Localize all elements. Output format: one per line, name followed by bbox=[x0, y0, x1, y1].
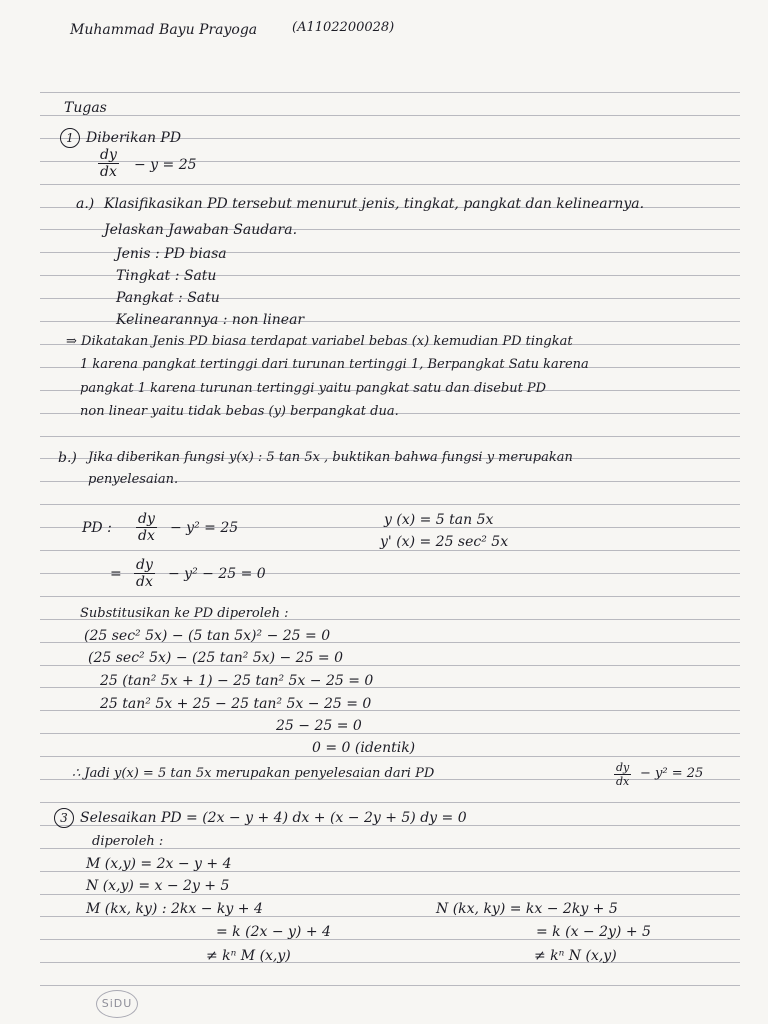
student-name: Muhammad Bayu Prayoga bbox=[70, 22, 258, 38]
fraction-numerator: dy bbox=[136, 557, 153, 573]
q3-problem: Selesaikan PD = (2x − y + 4) dx + (x − 2y + 5) dy = 0 bbox=[80, 810, 467, 826]
pd-equation-rest: − y² = 25 bbox=[170, 520, 239, 536]
q3-m-kx-step-2: = k (2x − y) + 4 bbox=[216, 924, 331, 940]
ruled-line bbox=[40, 436, 740, 437]
q3-n-function: N (x,y) = x − 2y + 5 bbox=[86, 878, 230, 894]
ruled-line bbox=[40, 756, 740, 757]
substitution-step-5: 25 − 25 = 0 bbox=[276, 718, 362, 734]
q3-diperoleh: diperoleh : bbox=[92, 834, 164, 849]
pd-derivative-fraction bbox=[136, 512, 157, 543]
q1a-instruction: Jelaskan Jawaban Saudara. bbox=[104, 222, 298, 238]
page-title: Tugas bbox=[64, 100, 107, 116]
answer-jenis: Jenis : PD biasa bbox=[116, 246, 227, 262]
fraction-numerator: dy bbox=[100, 147, 117, 163]
q1a-label: a.) bbox=[76, 196, 95, 212]
ruled-line bbox=[40, 184, 740, 185]
fraction-denominator: dx bbox=[136, 574, 153, 590]
explanation-line-1: ⇒ Dikatakan Jenis PD biasa terdapat variabel bebas (x) kemudian PD tingkat bbox=[66, 334, 573, 349]
q1-derivative-fraction bbox=[98, 148, 119, 179]
explanation-line-3: pangkat 1 karena turunan tertinggi yaitu pangkat satu dan disebut PD bbox=[80, 381, 547, 396]
fraction-numerator: dy bbox=[616, 761, 630, 774]
sidu-logo-stamp: SiDU bbox=[96, 990, 138, 1018]
ruled-line bbox=[40, 894, 740, 895]
ruled-line bbox=[40, 596, 740, 597]
q1-intro: Diberikan PD bbox=[86, 130, 182, 146]
ruled-line bbox=[40, 733, 740, 734]
fraction-denominator: dx bbox=[100, 164, 117, 180]
ruled-line bbox=[40, 504, 740, 505]
substitution-step-3: 25 (tan² 5x + 1) − 25 tan² 5x − 25 = 0 bbox=[100, 673, 374, 689]
pd2-derivative-fraction bbox=[134, 558, 155, 589]
q3-n-kx-step-2: = k (x − 2y) + 5 bbox=[536, 924, 651, 940]
fraction-denominator: dx bbox=[138, 528, 155, 544]
answer-pangkat: Pangkat : Satu bbox=[116, 290, 220, 306]
q3-m-function: M (x,y) = 2x − y + 4 bbox=[86, 856, 232, 872]
student-id: (A1102200028) bbox=[292, 20, 395, 35]
substitution-step-1: (25 sec² 5x) − (5 tan 5x)² − 25 = 0 bbox=[84, 628, 331, 644]
explanation-line-2: 1 karena pangkat tertinggi dari turunan tertinggi 1, Berpangkat Satu karena bbox=[80, 357, 589, 372]
substitution-step-2: (25 sec² 5x) − (25 tan² 5x) − 25 = 0 bbox=[88, 650, 344, 666]
substitution-title: Substitusikan ke PD diperoleh : bbox=[80, 606, 289, 621]
function-y: y (x) = 5 tan 5x bbox=[384, 512, 494, 528]
q1-equation-rest: − y = 25 bbox=[134, 157, 197, 173]
ruled-line bbox=[40, 802, 740, 803]
pd2-equation-rest: − y² − 25 = 0 bbox=[168, 566, 266, 582]
conclusion-derivative-fraction bbox=[614, 762, 631, 787]
ruled-line bbox=[40, 962, 740, 963]
fraction-denominator: dx bbox=[616, 775, 630, 788]
substitution-step-4: 25 tan² 5x + 25 − 25 tan² 5x − 25 = 0 bbox=[100, 696, 372, 712]
function-y-prime: y' (x) = 25 sec² 5x bbox=[380, 534, 509, 550]
q3-n-kx-step-3: ≠ kⁿ N (x,y) bbox=[534, 948, 617, 964]
q3-m-kx-step-3: ≠ kⁿ M (x,y) bbox=[206, 948, 291, 964]
q1a-question: Klasifikasikan PD tersebut menurut jenis, tingkat, pangkat dan kelinearnya. bbox=[104, 196, 645, 212]
pd2-prefix: = bbox=[110, 566, 122, 582]
question-number-1: 1 bbox=[60, 128, 80, 148]
conclusion-text: ∴ Jadi y(x) = 5 tan 5x merupakan penyelesaian dari PD bbox=[72, 766, 435, 781]
fraction-numerator: dy bbox=[138, 511, 155, 527]
q3-m-kx-step-1: M (kx, ky) : 2kx − ky + 4 bbox=[86, 901, 263, 917]
conclusion-rest: − y² = 25 bbox=[640, 766, 704, 781]
q3-n-kx-step-1: N (kx, ky) = kx − 2ky + 5 bbox=[436, 901, 618, 917]
question-number-3: 3 bbox=[54, 808, 74, 828]
explanation-line-4: non linear yaitu tidak bebas (y) berpangkat dua. bbox=[80, 404, 399, 419]
ruled-line bbox=[40, 115, 740, 116]
q1b-label: b.) bbox=[58, 450, 77, 466]
ruled-line bbox=[40, 985, 740, 986]
answer-tingkat: Tingkat : Satu bbox=[116, 268, 217, 284]
q1b-question-line-2: penyelesaian. bbox=[88, 472, 179, 487]
ruled-line bbox=[40, 550, 740, 551]
q1b-question-line-1: Jika diberikan fungsi y(x) : 5 tan 5x , buktikan bahwa fungsi y merupakan bbox=[88, 450, 573, 465]
pd-prefix: PD : bbox=[82, 520, 112, 536]
answer-kelinearan: Kelinearannya : non linear bbox=[116, 312, 305, 328]
ruled-line bbox=[40, 92, 740, 93]
substitution-step-6: 0 = 0 (identik) bbox=[312, 740, 416, 756]
